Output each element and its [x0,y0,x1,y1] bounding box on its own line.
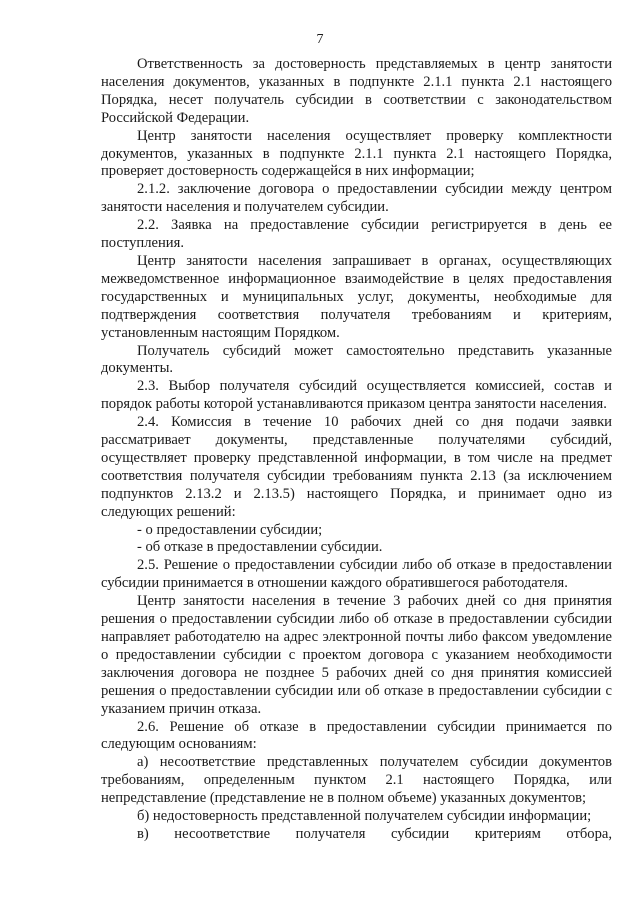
list-item-refusal-decision: - об отказе в предоставлении субсидии. [137,539,383,556]
paragraph-2-6: 2.6. Решение об отказе в предоставлении субсидии принимается по следующим основаниям: [101,718,612,753]
paragraph-completeness-check: Центр занятости населения осуществляет проверку комплектности документов, указанных в подпункте 2.1.1 пункта 2.1 настоящего Порядка, проверяет достоверность содержащейся в них информации; [101,127,612,180]
list-item-grant-decision: - о предоставлении субсидии; [137,521,323,538]
list-item-b: б) недостоверность представленной получателем субсидии информации; [137,808,592,825]
paragraph-self-submission: Получатель субсидий может самостоятельно представить указанные документы. [101,342,612,377]
page-number: 7 [316,32,324,47]
paragraph-2-5: 2.5. Решение о предоставлении субсидии либо об отказе в предоставлении субсидии принимается в отношении каждого обратившегося работодателя. [101,557,612,592]
list-item-c: в) несоответствие получателя субсидии критериям отбора, [137,825,612,842]
paragraph-2-3: 2.3. Выбор получателя субсидий осуществляется комиссией, состав и порядок работы которой устанавливаются приказом центра занятости населения. [101,378,612,413]
paragraph-2-2: 2.2. Заявка на предоставление субсидии регистрируется в день ее поступления. [101,217,612,252]
paragraph-notification: Центр занятости населения в течение 3 рабочих дней со дня принятия решения о предоставлении субсидии либо об отказе в предоставлении субсидии направляет работодателю на адрес электронной почты либо факсом уведомление о предоставлении субсидии с проектом договора с указанием необходимости заключения договора не позднее 5 рабочих дней со дня принятия комиссией решения о предоставлении субсидии или об отказе в предоставлении субсидии с указанием причин отказа. [101,593,612,717]
document-body [101,56,612,844]
paragraph-2-4: 2.4. Комиссия в течение 10 рабочих дней со дня подачи заявки рассматривает документы, представленные получателями субсидий, осуществляет проверку представленной информации, в том числе на предмет соответствия получателя субсидии требованиям пункта 2.13 (за исключением подпунктов 2.13.2 и 2.13.5) настоящего Порядка, и принимает одно из следующих решений: [101,414,612,520]
paragraph-interagency-request: Центр занятости населения запрашивает в органах, осуществляющих межведомственное информационное взаимодействие в целях предоставления государственных и муниципальных услуг, документы, необходимые для подтверждения соответствия получателя требованиям и критериям, установленным настоящим Порядком. [101,252,612,341]
paragraph-2-1-2: 2.1.2. заключение договора о предоставлении субсидии между центром занятости населения и получателем субсидии. [101,181,612,216]
list-item-a: а) несоответствие представленных получателем субсидии документов требованиям, определенным пунктом 2.1 настоящего Порядка, или непредставление (представление не в полном объеме) указанных документов; [101,754,612,807]
paragraph-responsibility: Ответственность за достоверность представляемых в центр занятости населения документов, указанных в подпункте 2.1.1 пункта 2.1 настоящего Порядка, несет получатель субсидии в соответствии с законодательством Российской Федерации. [101,56,612,126]
